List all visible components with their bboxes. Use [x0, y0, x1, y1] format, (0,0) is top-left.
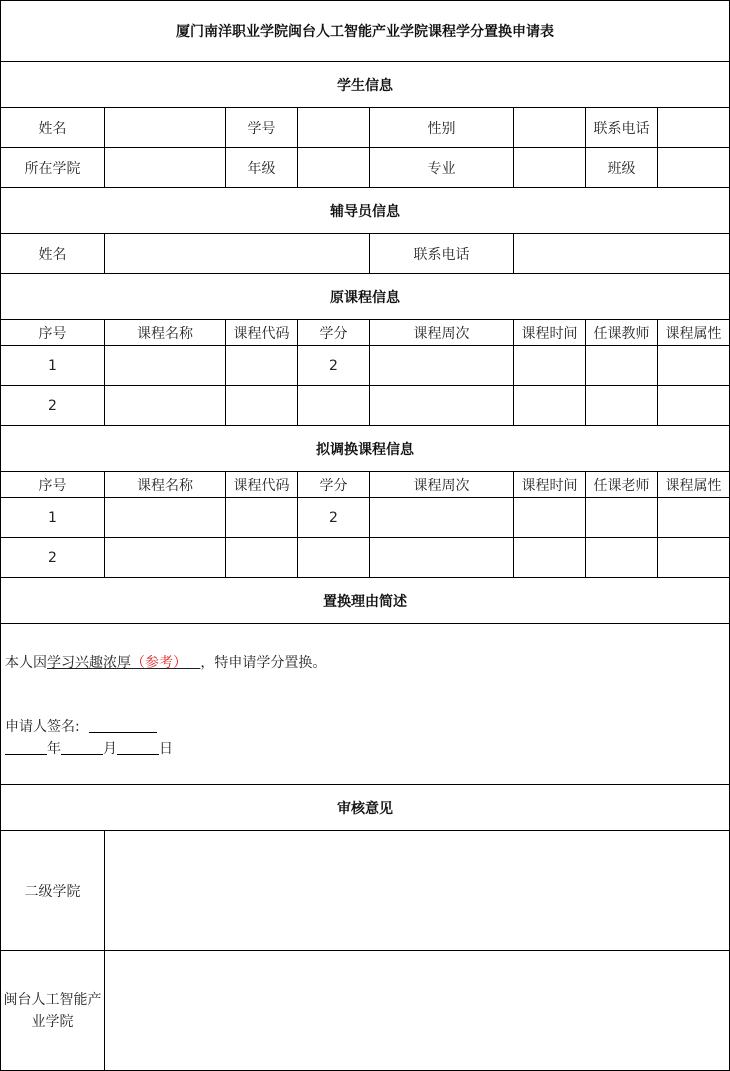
- level2-college-label: 二级学院: [1, 831, 105, 951]
- form-title: 厦门南洋职业学院闽台人工智能产业学院课程学分置换申请表: [1, 1, 730, 62]
- institute-label: 闽台人工智能产业学院: [1, 951, 105, 1071]
- major-label: 专业: [370, 148, 514, 188]
- class-label: 班级: [586, 148, 658, 188]
- new-header-cell: 任课老师: [586, 472, 658, 498]
- new-header-cell: 课程周次: [370, 472, 514, 498]
- orig-row2-teacher[interactable]: [586, 386, 658, 426]
- orig-header-cell: 学分: [298, 320, 370, 346]
- new-row2-index: 2: [1, 538, 105, 578]
- student-id-label: 学号: [226, 108, 298, 148]
- student-name-cell[interactable]: [105, 108, 226, 148]
- orig-course-row-2: [1, 386, 730, 426]
- college-label: 所在学院: [1, 148, 105, 188]
- orig-row1-attr[interactable]: [658, 346, 730, 386]
- orig-row2-index: 2: [1, 386, 105, 426]
- new-row1-index: 1: [1, 498, 105, 538]
- grade-label: 年级: [226, 148, 298, 188]
- orig-header-cell: 序号: [1, 320, 105, 346]
- new-header-cell: 序号: [1, 472, 105, 498]
- new-row2-credit[interactable]: [298, 538, 370, 578]
- new-row1-weeks[interactable]: [370, 498, 514, 538]
- new-row1-credit[interactable]: 2: [298, 498, 370, 538]
- counselor-name-cell[interactable]: [105, 234, 370, 274]
- orig-row2-weeks[interactable]: [370, 386, 514, 426]
- original-course-heading: 原课程信息: [1, 274, 730, 320]
- orig-row2-code[interactable]: [226, 386, 298, 426]
- day-blank[interactable]: [117, 740, 159, 755]
- orig-row2-time[interactable]: [514, 386, 586, 426]
- orig-header-cell: 任课教师: [586, 320, 658, 346]
- student-name-label: 姓名: [1, 108, 105, 148]
- new-row2-weeks[interactable]: [370, 538, 514, 578]
- level2-college-opinion[interactable]: [105, 831, 730, 951]
- new-course-row-2: [1, 538, 730, 578]
- orig-row2-credit[interactable]: [298, 386, 370, 426]
- orig-row1-time[interactable]: [514, 346, 586, 386]
- orig-row1-name[interactable]: [105, 346, 226, 386]
- month-blank[interactable]: [61, 740, 103, 755]
- orig-header-cell: 课程代码: [226, 320, 298, 346]
- new-row1-attr[interactable]: [658, 498, 730, 538]
- new-header-cell: 课程名称: [105, 472, 226, 498]
- orig-row1-credit[interactable]: 2: [298, 346, 370, 386]
- counselor-name-label: 姓名: [1, 234, 105, 274]
- new-header-cell: 课程时间: [514, 472, 586, 498]
- signature-blank[interactable]: [89, 718, 157, 733]
- student-phone-cell[interactable]: [658, 108, 730, 148]
- orig-row1-teacher[interactable]: [586, 346, 658, 386]
- new-header-cell: 学分: [298, 472, 370, 498]
- counselor-phone-label: 联系电话: [370, 234, 514, 274]
- day-label: 日: [159, 741, 173, 757]
- counselor-phone-cell[interactable]: [514, 234, 730, 274]
- student-info-heading: 学生信息: [1, 62, 730, 108]
- new-row2-name[interactable]: [105, 538, 226, 578]
- new-row1-name[interactable]: [105, 498, 226, 538]
- orig-header-cell: 课程名称: [105, 320, 226, 346]
- orig-row1-weeks[interactable]: [370, 346, 514, 386]
- date-line: [5, 738, 173, 758]
- new-header-cell: 课程代码: [226, 472, 298, 498]
- new-row1-code[interactable]: [226, 498, 298, 538]
- grade-cell[interactable]: [298, 148, 370, 188]
- orig-header-cell: 课程时间: [514, 320, 586, 346]
- new-row1-time[interactable]: [514, 498, 586, 538]
- signature-line: [5, 716, 157, 736]
- reason-value: 学习兴趣浓厚: [47, 655, 131, 671]
- reason-text[interactable]: [47, 655, 200, 671]
- gender-label: 性别: [370, 108, 514, 148]
- year-label: 年: [47, 741, 61, 757]
- replacement-course-heading: 拟调换课程信息: [1, 426, 730, 472]
- new-row2-code[interactable]: [226, 538, 298, 578]
- orig-header-cell: 课程周次: [370, 320, 514, 346]
- orig-course-row-1: [1, 346, 730, 386]
- reference-note: （参考）: [131, 655, 187, 671]
- reason-statement: [5, 652, 326, 672]
- new-row2-attr[interactable]: [658, 538, 730, 578]
- gender-cell[interactable]: [514, 108, 586, 148]
- year-blank[interactable]: [5, 740, 47, 755]
- major-cell[interactable]: [514, 148, 586, 188]
- review-heading: 审核意见: [1, 785, 730, 831]
- reason-suffix: ，特申请学分置换。: [200, 655, 327, 671]
- orig-row1-index: 1: [1, 346, 105, 386]
- student-id-cell[interactable]: [298, 108, 370, 148]
- signature-label: 申请人签名:: [5, 719, 80, 735]
- orig-row1-code[interactable]: [226, 346, 298, 386]
- new-row1-teacher[interactable]: [586, 498, 658, 538]
- counselor-info-heading: 辅导员信息: [1, 188, 730, 234]
- reason-cell[interactable]: [1, 624, 730, 785]
- college-cell[interactable]: [105, 148, 226, 188]
- new-course-row-1: [1, 498, 730, 538]
- orig-row2-name[interactable]: [105, 386, 226, 426]
- orig-header-cell: 课程属性: [658, 320, 730, 346]
- month-label: 月: [103, 741, 117, 757]
- reason-heading: 置换理由简述: [1, 578, 730, 624]
- orig-row2-attr[interactable]: [658, 386, 730, 426]
- reason-prefix: 本人因: [5, 655, 47, 671]
- institute-opinion[interactable]: [105, 951, 730, 1071]
- new-row2-teacher[interactable]: [586, 538, 658, 578]
- new-row2-time[interactable]: [514, 538, 586, 578]
- student-phone-label: 联系电话: [586, 108, 658, 148]
- new-header-cell: 课程属性: [658, 472, 730, 498]
- class-cell[interactable]: [658, 148, 730, 188]
